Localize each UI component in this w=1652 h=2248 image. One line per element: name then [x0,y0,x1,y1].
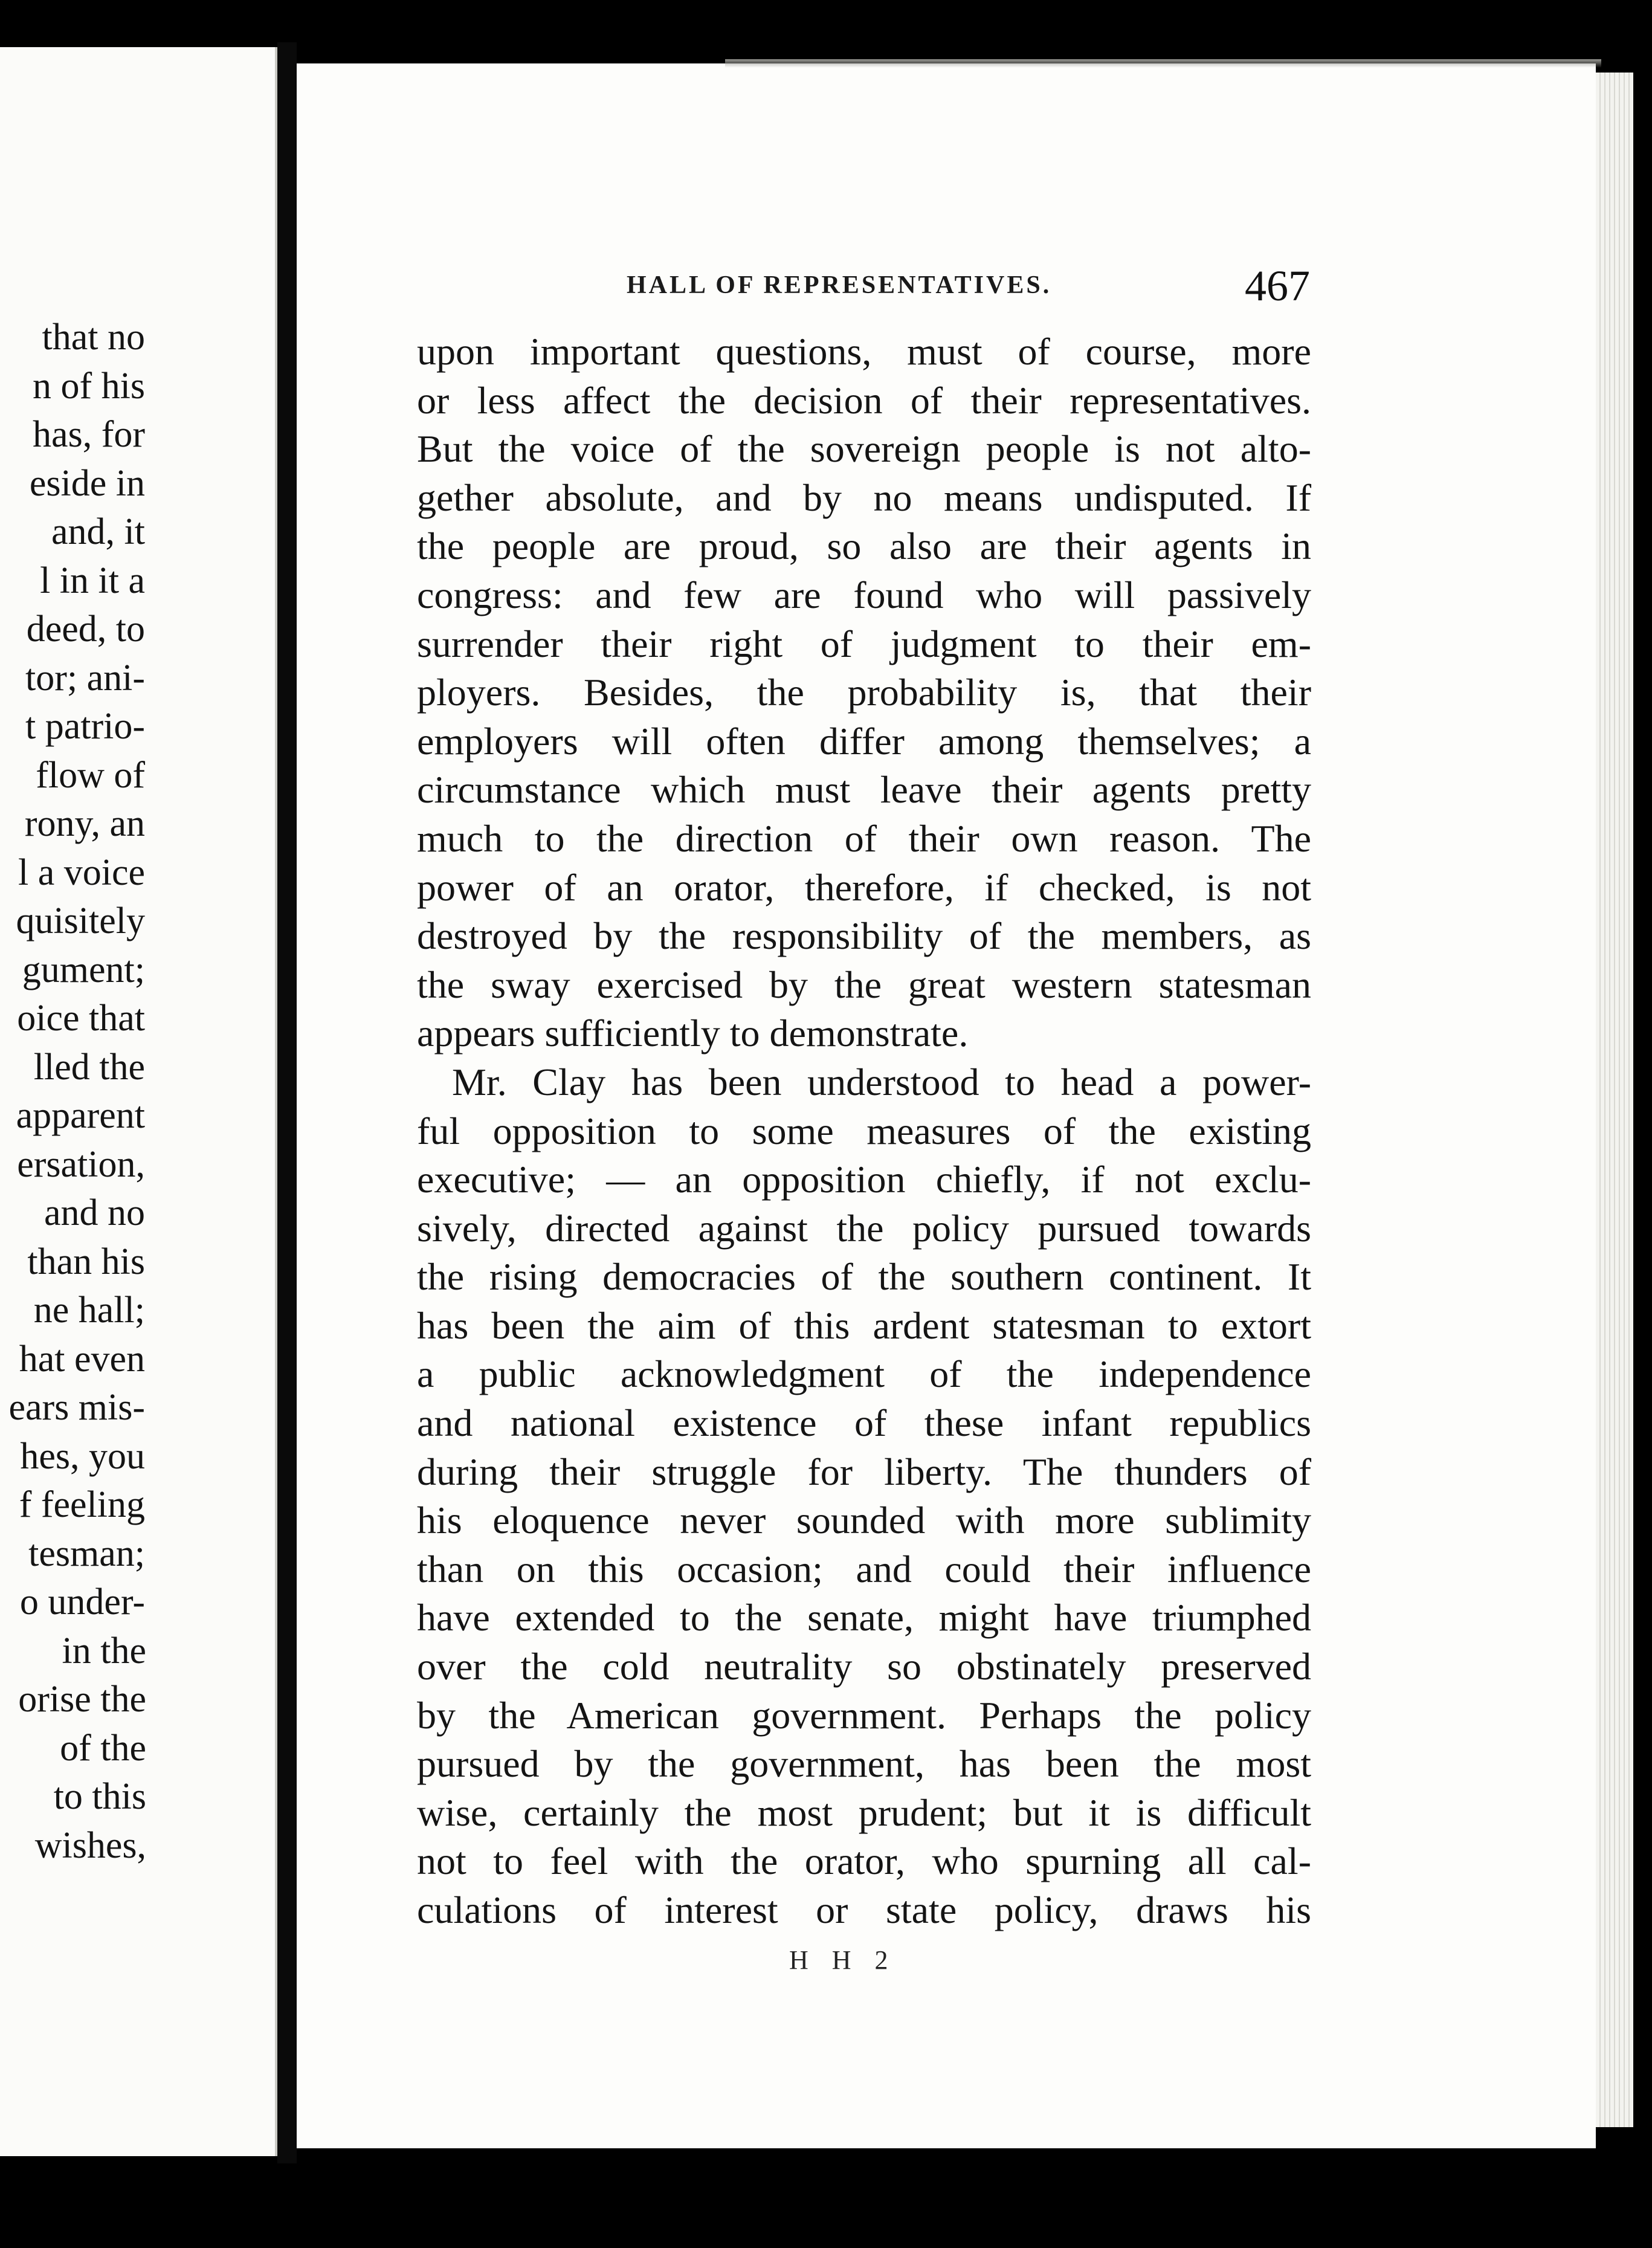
text-line: congress: and few are found who will passively [417,573,1311,616]
text-line: But the voice of the sovereign people is not alto- [417,427,1311,471]
text-line: gether absolute, and by no means undisputed. If [417,476,1311,519]
left-text-line: to this [53,1776,146,1817]
left-text-line: has, for [33,414,145,455]
left-text-line: l a voice [18,851,145,893]
left-text-line: and, it [51,511,145,552]
text-line: upon important questions, must of course, more [417,330,1311,373]
book-gutter [277,42,297,2163]
text-line: Mr. Clay has been understood to head a power- [452,1060,1311,1103]
text-line: over the cold neutrality so obstinately preserved [417,1645,1311,1688]
left-text-line: hat even [19,1338,145,1380]
text-line: sively, directed against the policy pursued towards [417,1206,1311,1250]
left-text-line: rony, an [24,803,145,844]
page-body [417,328,1311,1935]
left-text-line: wishes, [34,1824,146,1866]
text-line: much to the direction of their own reason. The [417,816,1311,860]
page-number: 467 [1245,262,1310,310]
text-line: have extended to the senate, might have triumphed [417,1596,1311,1639]
left-text-line: and no [44,1192,145,1233]
left-text-line: hes, you [20,1435,145,1477]
left-text-line: f feeling [19,1484,145,1525]
text-line: executive; — an opposition chiefly, if not exclu- [417,1158,1311,1201]
left-page-cropped [0,47,277,2156]
left-text-line: quisitely [16,900,145,942]
left-text-line: tesman; [28,1533,145,1574]
text-line: culations of interest or state policy, draws his [417,1888,1311,1931]
left-text-line: apparent [16,1095,145,1136]
left-text-line: n of his [33,365,145,407]
text-line: has been the aim of this ardent statesman to extort [417,1303,1311,1347]
text-line: or less affect the decision of their representatives. [417,378,1311,422]
text-line: wise, certainly the most prudent; but it is difficult [417,1791,1311,1834]
left-text-line: orise the [18,1679,146,1720]
text-line: and national existence of these infant republics [417,1401,1311,1445]
text-line: employers will often differ among themselves; a [417,719,1311,763]
text-line: surrender their right of judgment to their em- [417,622,1311,665]
text-line: the sway exercised by the great western statesman [417,963,1311,1006]
text-line: appears sufficiently to demonstrate. [417,1012,969,1055]
left-text-line: ne hall; [33,1290,145,1331]
left-text-line: ersation, [17,1143,145,1185]
text-line: the rising democracies of the southern continent. It [417,1255,1311,1299]
left-text-line: oice that [17,998,145,1039]
left-text-line: ears mis- [8,1387,145,1428]
text-line: power of an orator, therefore, if checked, is not [417,865,1311,909]
signature-mark: H H 2 [789,1945,897,1975]
text-line: during their struggle for liberty. The thunders of [417,1450,1311,1493]
text-line: ful opposition to some measures of the existing [417,1109,1311,1152]
left-text-line: in the [62,1630,146,1671]
text-line: circumstance which must leave their agents pretty [417,768,1311,812]
left-text-line: than his [27,1241,145,1282]
text-line: by the American government. Perhaps the policy [417,1693,1311,1737]
running-head: HALL OF REPRESENTATIVES. [627,271,1052,299]
text-line: a public acknowledgment of the independence [417,1352,1311,1396]
text-line: ployers. Besides, the probability is, that their [417,671,1311,714]
text-line: not to feel with the orator, who spurning all cal- [417,1839,1311,1883]
text-line: his eloquence never sounded with more sublimity [417,1499,1311,1542]
left-text-line: eside in [29,462,145,504]
left-text-line: tor; ani- [25,657,145,699]
left-text-line: that no [42,317,145,358]
left-text-line: deed, to [26,609,145,650]
left-text-line: t patrio- [25,706,145,747]
left-text-line: of the [60,1727,146,1769]
left-text-line: l in it a [40,560,145,601]
left-text-line: gument; [22,949,145,990]
left-text-line: lled the [33,1046,145,1088]
text-line: pursued by the government, has been the most [417,1742,1311,1786]
left-page-text [8,313,275,1870]
text-line: than on this occasion; and could their influence [417,1547,1311,1591]
page-edges [1596,73,1633,2127]
text-line: destroyed by the responsibility of the members, as [417,914,1311,958]
text-line: the people are proud, so also are their agents in [417,525,1311,568]
left-text-line: flow of [36,754,145,796]
left-text-line: o under- [19,1581,145,1623]
page-shadow [725,59,1601,68]
